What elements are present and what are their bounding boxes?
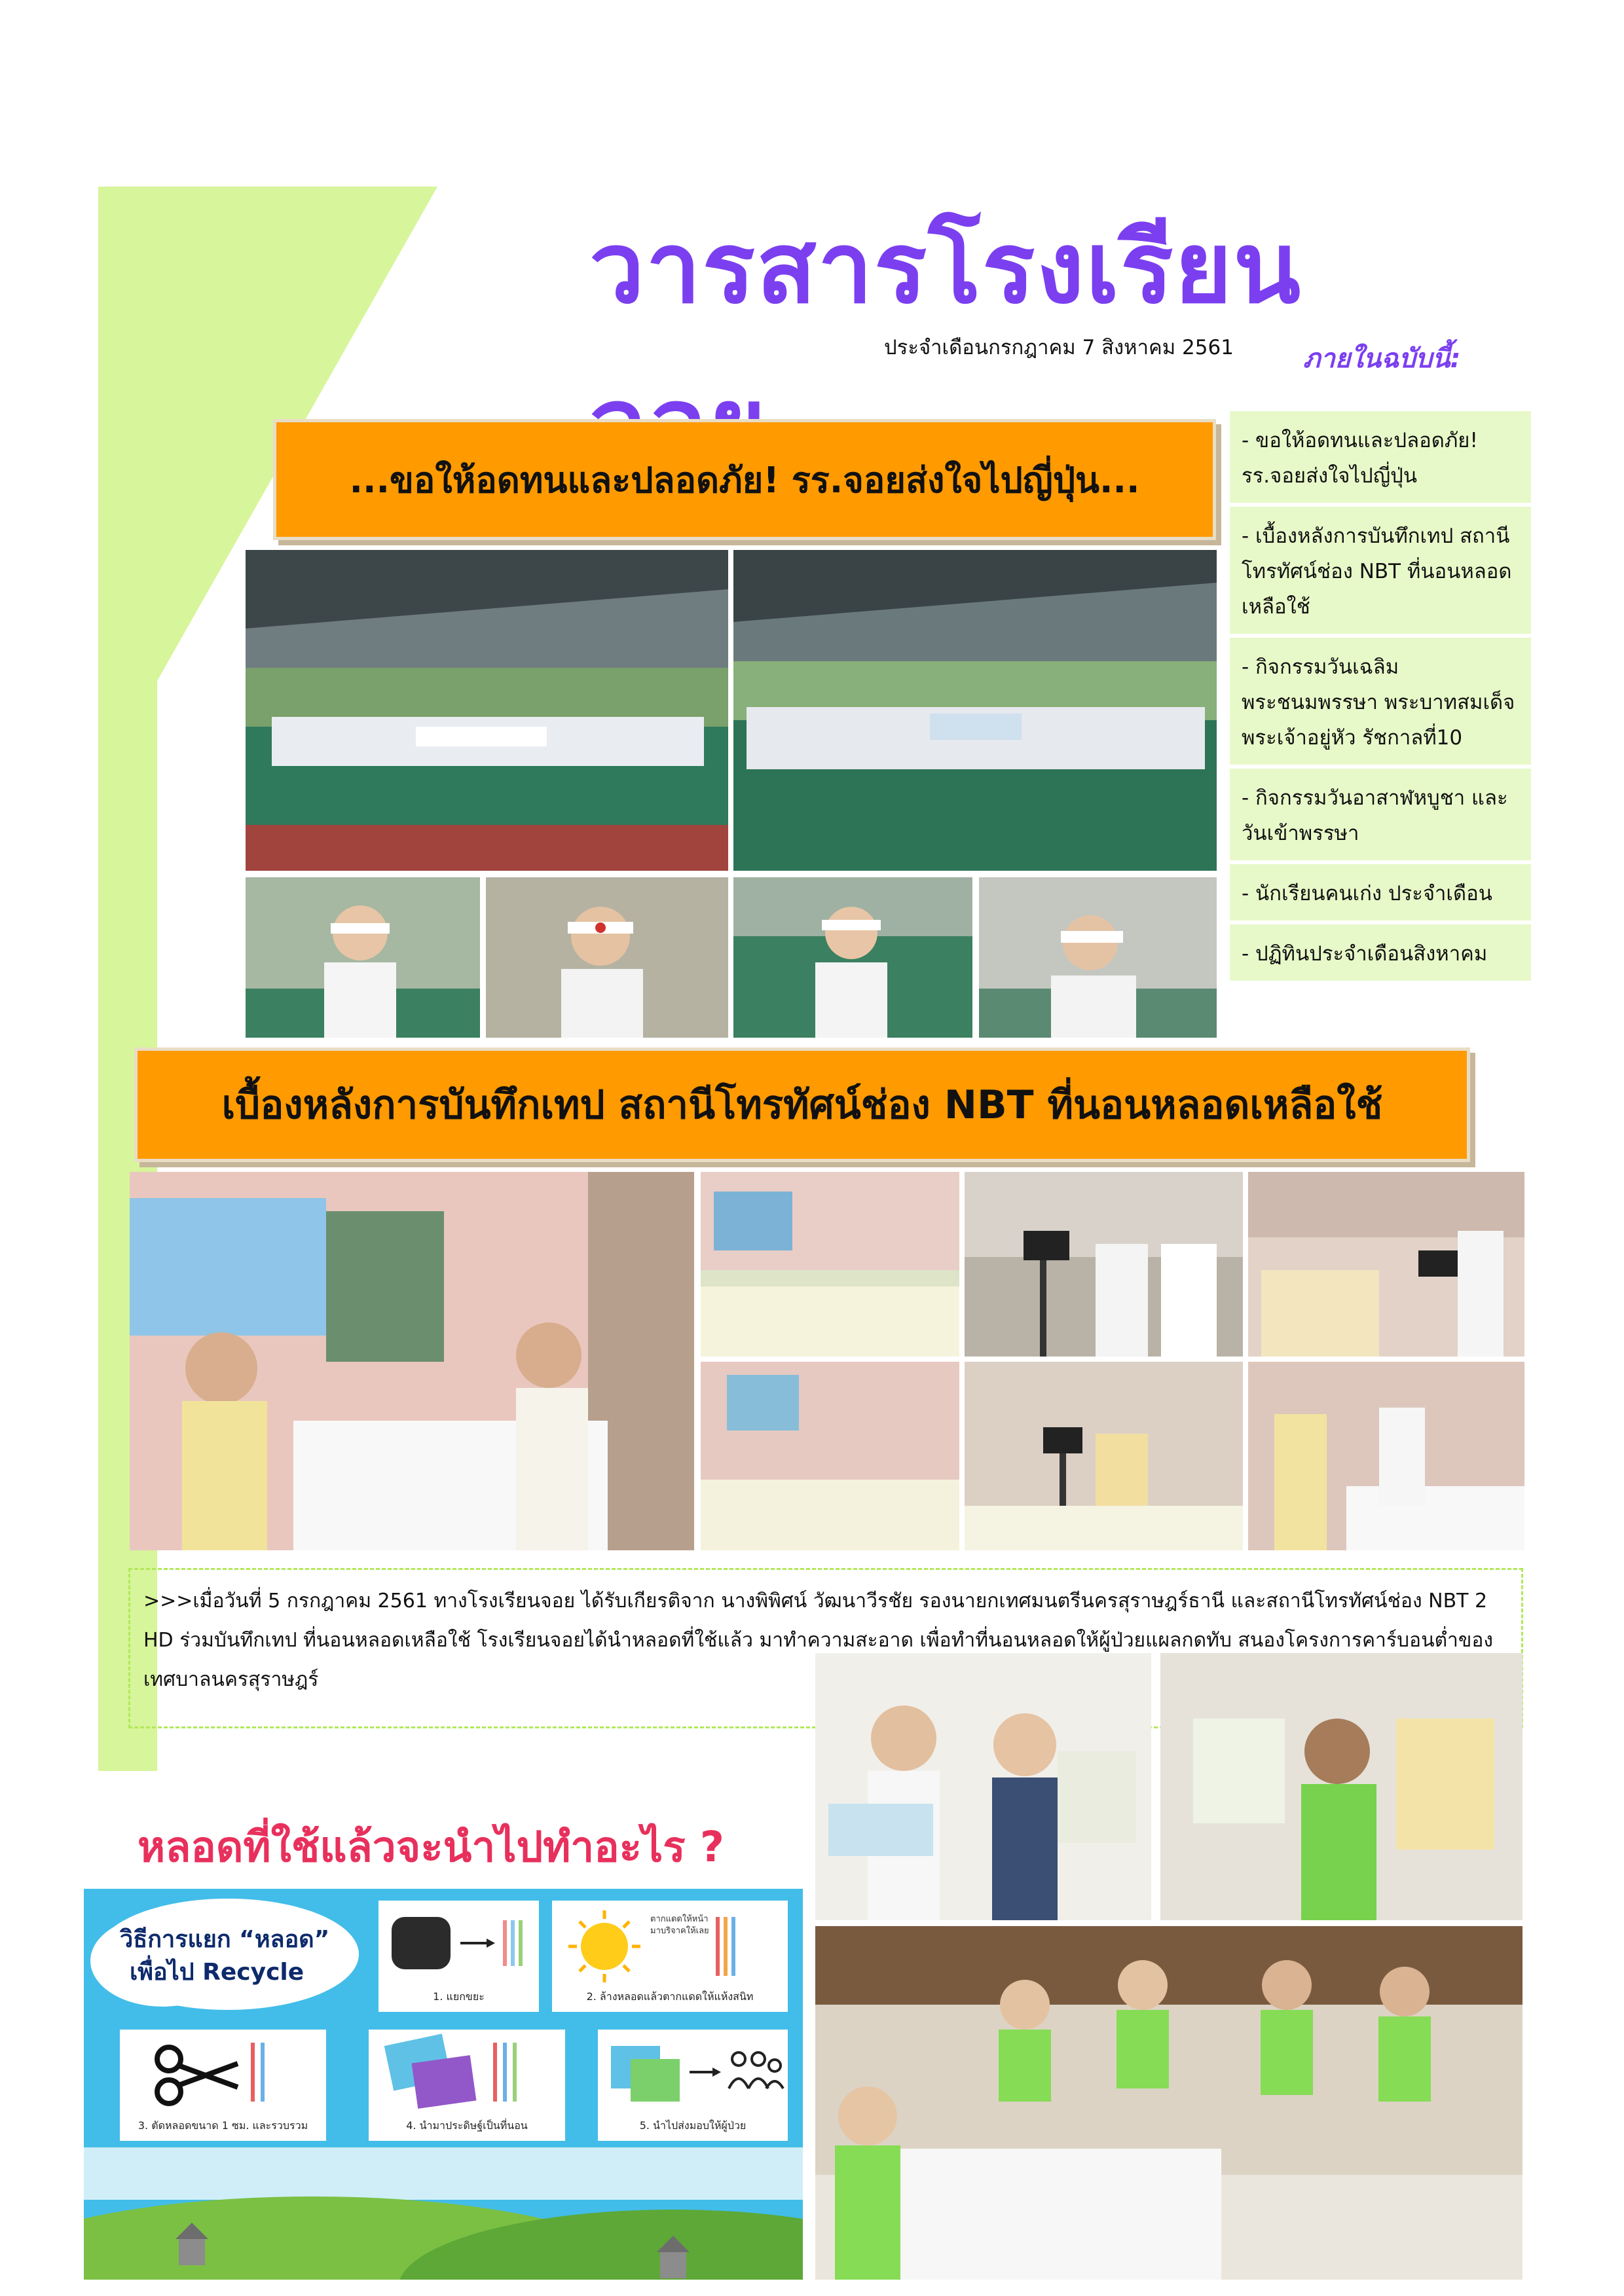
table-of-contents (1230, 411, 1531, 985)
toc-item-japan[interactable]: - ขอให้อดทนและปลอดภัย! รร.จอยส่งใจไปญี่ปุ่น (1230, 411, 1531, 507)
photo-nbt-mattress-presentation (130, 1172, 694, 1550)
article2-headline-banner (134, 1048, 1470, 1162)
photo-nbt-camera-crew (1248, 1172, 1524, 1357)
trash-bag-icon (378, 1901, 539, 1986)
photo-nbt-students-with-mattress (1248, 1362, 1524, 1550)
photo-nbt-table-2 (701, 1362, 959, 1550)
scissors-icon (120, 2030, 326, 2115)
step3-card (120, 2030, 326, 2141)
toc-item-best-student[interactable]: - นักเรียนคนเก่ง ประจำเดือน (1230, 864, 1531, 924)
toc-item-nbt[interactable]: - เบื้องหลังการบันทึกเทป สถานีโทรทัศน์ช่อง NBT ที่นอนหลอดเหลือใช้ (1230, 507, 1531, 638)
step1-card (378, 1901, 539, 2012)
article1-headline-banner (273, 419, 1216, 540)
step3-label: 3. ตัดหลอดขนาด 1 ซม. และรวบรวม (138, 2119, 308, 2132)
toc-item-calendar[interactable]: - ปฏิทินประจำเดือนสิงหาคม (1230, 924, 1531, 985)
people-icon (598, 2030, 788, 2115)
step1-label: 1. แยกขยะ (433, 1990, 485, 2003)
infographic-title-2: เพื่อไป Recycle (130, 1959, 304, 1986)
recycle-infographic (84, 1889, 803, 2280)
step2-label: 2. ล้างหลอดแล้วตากแดดให้แห้งสนิท (586, 1990, 754, 2003)
photo-student-headband-1 (246, 877, 480, 1038)
photo-nbt-camera-interview-2 (965, 1362, 1243, 1550)
step2-card (552, 1901, 788, 2012)
photo-student-headband-2 (486, 877, 728, 1038)
in-this-issue-label: ภายในฉบับนี้: (1303, 344, 1461, 374)
step5-label: 5. นำไปส่งมอบให้ผู้ป่วย (639, 2119, 747, 2132)
recycle-question: หลอดที่ใช้แล้วจะนำไปทำอะไร ? (138, 1823, 724, 1872)
photo-student-headband-4 (979, 877, 1217, 1038)
article2-headline: เบื้องหลังการบันทึกเทป สถานีโทรทัศน์ช่อง NBT ที่นอนหลอดเหลือใช้ (221, 1082, 1383, 1128)
photo-nbt-table-1 (701, 1172, 959, 1357)
step2-note: ตากแดดให้หน้ามาบริจาคให้เลย (650, 1914, 709, 1936)
photo-students-with-straw-bags (815, 1653, 1151, 1920)
issue-date: ประจำเดือนกรกฎาคม 7 สิงหาคม 2561 (884, 336, 1234, 359)
photo-student-headband-3 (733, 877, 972, 1038)
step4-label: 4. นำมาประดิษฐ์เป็นที่นอน (406, 2119, 528, 2132)
photo-gym-assembly-1 (246, 550, 728, 871)
photo-student-holding-straws (1160, 1653, 1522, 1920)
photo-students-making-mattress (815, 1926, 1522, 2280)
photo-gym-assembly-2 (733, 550, 1217, 871)
toc-item-king-birthday[interactable]: - กิจกรรมวันเฉลิมพระชนมพรรษา พระบาทสมเด็จพระเจ้าอยู่หัว รัชกาลที่10 (1230, 638, 1531, 769)
toc-item-asalha[interactable]: - กิจกรรมวันอาสาฬหบูชา และวันเข้าพรรษา (1230, 769, 1531, 864)
article1-headline: ...ขอให้อดทนและปลอดภัย! รร.จอยส่งใจไปญี่ปุ่น... (349, 459, 1140, 501)
mattress-pieces-icon (369, 2030, 565, 2115)
photo-nbt-camera-interview-1 (965, 1172, 1243, 1357)
newsletter-title: วารสารโรงเรียน (589, 210, 1302, 325)
infographic-title-1: วิธีการแยก “หลอด” (120, 1926, 330, 1953)
article2-caption: >>>เมื่อวันที่ 5 กรกฎาคม 2561 ทางโรงเรียนจอย ได้รับเกียรติจาก นางพิพิศน์ วัฒนาวีรชัย รองนายกเทศมนตรีนครสุราษฎร์ธานี และสถานีโทรทัศน์ช่อง NBT 2 HD ร่วมบันทึกเทป ที่นอนหลอดเหลือใช้ โรงเรียนจอยได้นำหลอดที่ใช้แล้ว มาทำความสะอาด เพื่อทำที่นอนหลอดให้ผู้ป่วยแผลกดทับ สนองโครงการคาร์บอนต่ำของเทศบาลนครสุราษฎร์ (143, 1590, 1494, 1691)
step5-card (598, 2030, 788, 2141)
step4-card (369, 2030, 565, 2141)
